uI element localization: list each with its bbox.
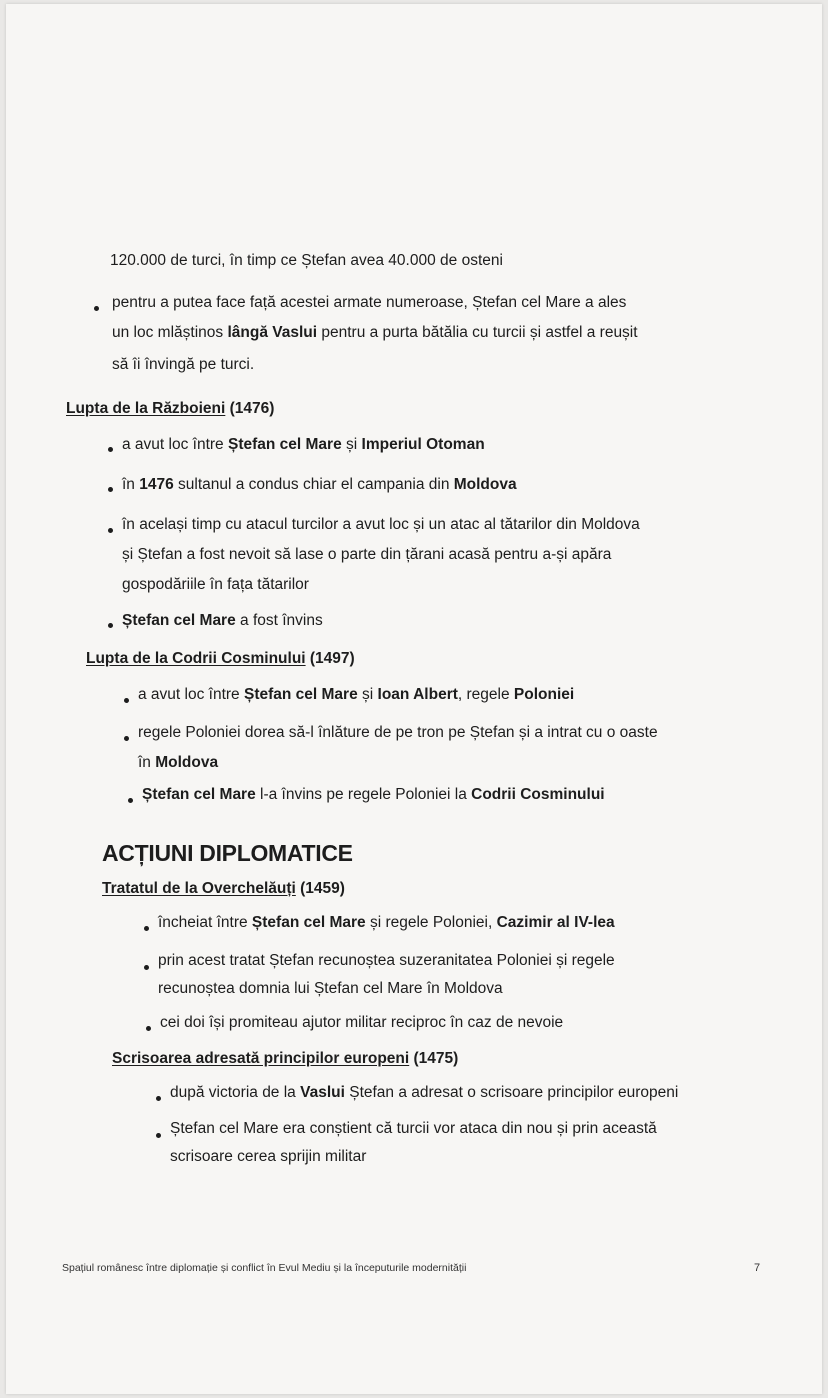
heading-scrisoarea: Scrisoarea adresată principilor europeni (1475)	[112, 1050, 459, 1067]
bullet-icon	[94, 306, 99, 311]
razboieni-item-3-line-1: în același timp cu atacul turcilor a avut loc și un atac al tătarilor din Moldova	[122, 516, 640, 533]
intro-line: 120.000 de turci, în timp ce Ștefan avea 40.000 de osteni	[110, 252, 503, 269]
bullet-icon	[108, 623, 113, 628]
page-footer: Spațiul românesc între diplomație și conflict în Evul Mediu și la începuturile modernității	[62, 1262, 467, 1274]
heading-cosmin: Lupta de la Codrii Cosminului (1497)	[86, 650, 355, 667]
cosmin-item-2-line-1: regele Poloniei dorea să-l înlăture de pe tron pe Ștefan și a intrat cu o oaste	[138, 724, 658, 741]
overchelauti-item-2-line-1: prin acest tratat Ștefan recunoștea suzeranitatea Poloniei și regele	[158, 952, 615, 969]
bullet-icon	[108, 487, 113, 492]
intro-bullet-line-3: să îi învingă pe turci.	[112, 356, 255, 373]
bullet-icon	[124, 736, 129, 741]
razboieni-item-2: în 1476 sultanul a condus chiar el campania din Moldova	[122, 476, 517, 493]
overchelauti-item-1: încheiat între Ștefan cel Mare și regele Poloniei, Cazimir al IV-lea	[158, 914, 615, 931]
scrisoarea-item-2-line-1: Ștefan cel Mare era conștient că turcii vor ataca din nou și prin această	[170, 1120, 657, 1137]
intro-bullet-line-1: pentru a putea face față acestei armate numeroase, Ștefan cel Mare a ales	[112, 294, 627, 311]
intro-bullet-line-2: un loc mlăștinos lângă Vaslui pentru a purta bătălia cu turcii și astfel a reușit	[112, 324, 638, 341]
page-content	[6, 4, 822, 1394]
scrisoarea-item-1: după victoria de la Vaslui Ștefan a adresat o scrisoare principilor europeni	[170, 1084, 679, 1101]
bullet-icon	[144, 965, 149, 970]
razboieni-item-1: a avut loc între Ștefan cel Mare și Imperiul Otoman	[122, 436, 485, 453]
overchelauti-item-2-line-2: recunoștea domnia lui Ștefan cel Mare în Moldova	[158, 980, 503, 997]
scrisoarea-item-2-line-2: scrisoare cerea sprijin militar	[170, 1148, 367, 1165]
bullet-icon	[156, 1096, 161, 1101]
cosmin-item-3: Ștefan cel Mare l-a învins pe regele Poloniei la Codrii Cosminului	[142, 786, 605, 803]
heading-razboieni: Lupta de la Războieni (1476)	[66, 400, 275, 417]
bullet-icon	[108, 528, 113, 533]
bullet-icon	[156, 1133, 161, 1138]
cosmin-item-2-line-2: în Moldova	[138, 754, 219, 771]
section-title: ACȚIUNI DIPLOMATICE	[102, 840, 353, 866]
razboieni-item-4: Ștefan cel Mare a fost învins	[122, 612, 323, 629]
bullet-icon	[144, 926, 149, 931]
razboieni-item-3-line-3: gospodăriile în fața tătarilor	[122, 576, 309, 593]
cosmin-item-1: a avut loc între Ștefan cel Mare și Ioan Albert, regele Poloniei	[138, 686, 575, 703]
page-number: 7	[754, 1262, 761, 1274]
bullet-icon	[128, 798, 133, 803]
bullet-icon	[124, 698, 129, 703]
bullet-icon	[108, 447, 113, 452]
document-page	[6, 4, 822, 1394]
bullet-icon	[146, 1026, 151, 1031]
heading-overchelauti: Tratatul de la Overchelăuți (1459)	[102, 880, 345, 897]
razboieni-item-3-line-2: și Ștefan a fost nevoit să lase o parte din țărani acasă pentru a-și apăra	[122, 546, 612, 563]
overchelauti-item-3: cei doi își promiteau ajutor militar reciproc în caz de nevoie	[160, 1014, 564, 1031]
